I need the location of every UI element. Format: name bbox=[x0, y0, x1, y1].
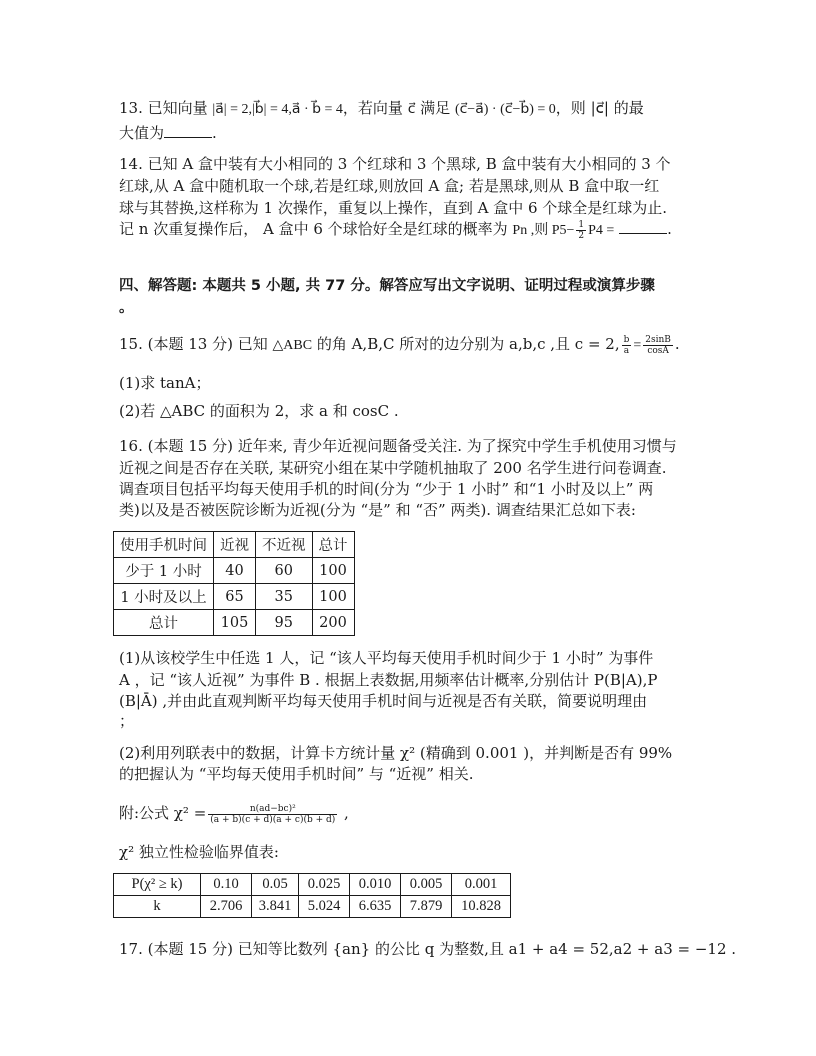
q15-part1: (1)求 tanA； bbox=[119, 374, 211, 392]
chi-square-formula: $\frac{\text{n(ad−bc)²}}{(a + b)(c + d)(a + c)(b + d)}$ bbox=[210, 803, 336, 825]
q17-line1: 17. (本题 15 分) 已知等比数列 {an} 的公比 q 为整数,且 a1 + a4 = 52,a2 + a3 = −12 . bbox=[119, 940, 737, 958]
answer-blank bbox=[619, 219, 667, 234]
q14-line1: 14. 已知 A 盒中装有大小相同的 3 个红球和 3 个黑球, B 盒中装有大小相同的 3 个 bbox=[119, 155, 671, 173]
q14-line3: 球与其替换,这样称为 1 次操作，重复以上操作，直到 A 盒中 6 个球全是红球为止. bbox=[119, 199, 668, 217]
table-cell: 总计 bbox=[114, 610, 214, 636]
table-cell: 2.706 bbox=[201, 896, 252, 918]
answer-blank bbox=[164, 123, 212, 138]
q15-text: . bbox=[674, 335, 680, 353]
q16-part1-line2: A ，记 “该人近视” 为事件 B . 根据上表数据,用频率估计概率,分别估计 P(B|A),P bbox=[119, 671, 658, 689]
table-cell: 95 bbox=[256, 610, 313, 636]
q13-line2: 大值为 . bbox=[119, 124, 217, 142]
table-row bbox=[114, 584, 355, 610]
q16-line2: 近视之间是否存在关联, 某研究小组在某中学随机抽取了 200 名学生进行问卷调查. bbox=[119, 459, 667, 477]
q16-part1-line1: (1)从该校学生中任选 1 人，记 “该人平均每天使用手机时间少于 1 小时” 为事件 bbox=[119, 649, 654, 667]
q13-text: ，则 |c⃗| 的最 bbox=[555, 99, 644, 117]
table-cell: 100 bbox=[312, 558, 354, 584]
q13-condition: (c⃗−a⃗) · (c⃗−b⃗) = 0 bbox=[454, 102, 556, 117]
table-cell: 0.001 bbox=[452, 874, 511, 896]
table-cell: 40 bbox=[214, 558, 256, 584]
table-cell: 200 bbox=[312, 610, 354, 636]
table-cell: 3.841 bbox=[252, 896, 299, 918]
section-heading: 四、解答题: 本题共 5 小题, 共 77 分。解答应写出文字说明、证明过程或演算步骤 bbox=[119, 278, 655, 294]
q14-line2: 红球,从 A 盒中随机取一个球,若是红球,则放回 A 盒; 若是黑球,则从 B 盒中取一红 bbox=[119, 177, 660, 195]
table-cell: 少于 1 小时 bbox=[114, 558, 214, 584]
table-cell: 35 bbox=[256, 584, 313, 610]
q14-text: 记 n 次重复操作后， A 盒中 6 个球恰好全是红球的概率为 bbox=[119, 220, 513, 238]
formula-text: , bbox=[339, 804, 349, 822]
table-cell: k bbox=[114, 896, 201, 918]
q14-pn: Pn bbox=[512, 223, 528, 238]
table-cell: 105 bbox=[214, 610, 256, 636]
crit-table-title: χ² 独立性检验临界值表: bbox=[119, 843, 279, 861]
q14-fraction: $\frac{1}{2}$ bbox=[578, 219, 585, 241]
q16-line3: 调查项目包括平均每天使用手机的时间(分为 “少于 1 小时” 和“1 小时及以上” 两 bbox=[119, 480, 654, 498]
q13-vector-c: c⃗ bbox=[407, 102, 416, 117]
q15-part2: (2)若 △ABC 的面积为 2，求 a 和 cosC . bbox=[119, 402, 399, 420]
table-header-row bbox=[114, 532, 355, 558]
table-cell: 0.005 bbox=[401, 874, 452, 896]
table-row bbox=[114, 610, 355, 636]
table-cell: 100 bbox=[312, 584, 354, 610]
table-cell: P(χ² ≥ k) bbox=[114, 874, 201, 896]
q13-text: 大值为 bbox=[119, 124, 165, 142]
q14-expr: ,则 P5− bbox=[527, 223, 575, 238]
q14-line4: 记 n 次重复操作后， A 盒中 6 个球恰好全是红球的概率为 Pn ,则 P5− $\frac{1}{2}$ P4 = . bbox=[119, 219, 672, 241]
contingency-table bbox=[113, 531, 355, 636]
table-header: 使用手机时间 bbox=[114, 532, 214, 558]
q15-fraction-ba: $\frac{b}{a}$ bbox=[623, 334, 630, 356]
q16-line4: 类)以及是否被医院诊断为近视(分为 “是” 和 “否” 两类). 调查结果汇总如下表: bbox=[119, 501, 636, 519]
q16-line1: 16. (本题 15 分) 近年来, 青少年近视问题备受关注. 为了探究中学生手机使用习惯与 bbox=[119, 437, 677, 455]
q16-part2-line1: (2)利用列联表中的数据，计算卡方统计量 χ² (精确到 0.001 )，并判断是否有 99% bbox=[119, 744, 673, 762]
table-cell: 10.828 bbox=[452, 896, 511, 918]
table-cell: 65 bbox=[214, 584, 256, 610]
q15-text: 15. (本题 13 分) 已知 bbox=[119, 335, 273, 353]
q13-line1 bbox=[119, 98, 644, 120]
q16-part2-line2: 的把握认为 “平均每天使用手机时间” 与 “近视” 相关. bbox=[119, 765, 474, 783]
table-cell: 1 小时及以上 bbox=[114, 584, 214, 610]
formula-label: 附:公式 χ² = bbox=[119, 804, 207, 822]
table-cell: 7.879 bbox=[401, 896, 452, 918]
table-header: 近视 bbox=[214, 532, 256, 558]
table-cell: 0.025 bbox=[299, 874, 350, 896]
q13-text: 满足 bbox=[415, 99, 455, 117]
table-header: 不近视 bbox=[256, 532, 313, 558]
table-row bbox=[114, 874, 511, 896]
critical-value-table bbox=[113, 873, 511, 918]
table-cell: 0.10 bbox=[201, 874, 252, 896]
table-row bbox=[114, 896, 511, 918]
q15-fraction-sin-cos: $\frac{2\sin B}{\cos A}$ bbox=[645, 334, 671, 356]
table-header: 总计 bbox=[312, 532, 354, 558]
q16-part1-line4: ； bbox=[119, 712, 135, 730]
q13-text: 13. 已知向量 bbox=[119, 99, 213, 117]
section-heading-end: 。 bbox=[119, 300, 134, 316]
q13-vector-conditions: |a⃗| = 2,|b⃗| = 4,a⃗ · b⃗ = 4 bbox=[212, 102, 343, 117]
q16-formula bbox=[119, 803, 349, 825]
q15-equals: = bbox=[633, 338, 642, 353]
table-cell: 60 bbox=[256, 558, 313, 584]
q15-triangle: △ABC bbox=[272, 338, 313, 353]
table-row bbox=[114, 558, 355, 584]
table-cell: 0.05 bbox=[252, 874, 299, 896]
q15-text: 的角 A,B,C 所对的边分别为 a,b,c ,且 c = 2, bbox=[312, 335, 620, 353]
q16-part1-line3: (B|Ā) ,并由此直观判断平均每天使用手机时间与近视是否有关联，简要说明理由 bbox=[119, 692, 648, 710]
table-cell: 6.635 bbox=[350, 896, 401, 918]
q13-text: ，若向量 bbox=[342, 99, 408, 117]
q14-expr: P4 = bbox=[588, 223, 615, 238]
q15-line1 bbox=[119, 334, 680, 356]
table-cell: 5.024 bbox=[299, 896, 350, 918]
table-cell: 0.010 bbox=[350, 874, 401, 896]
